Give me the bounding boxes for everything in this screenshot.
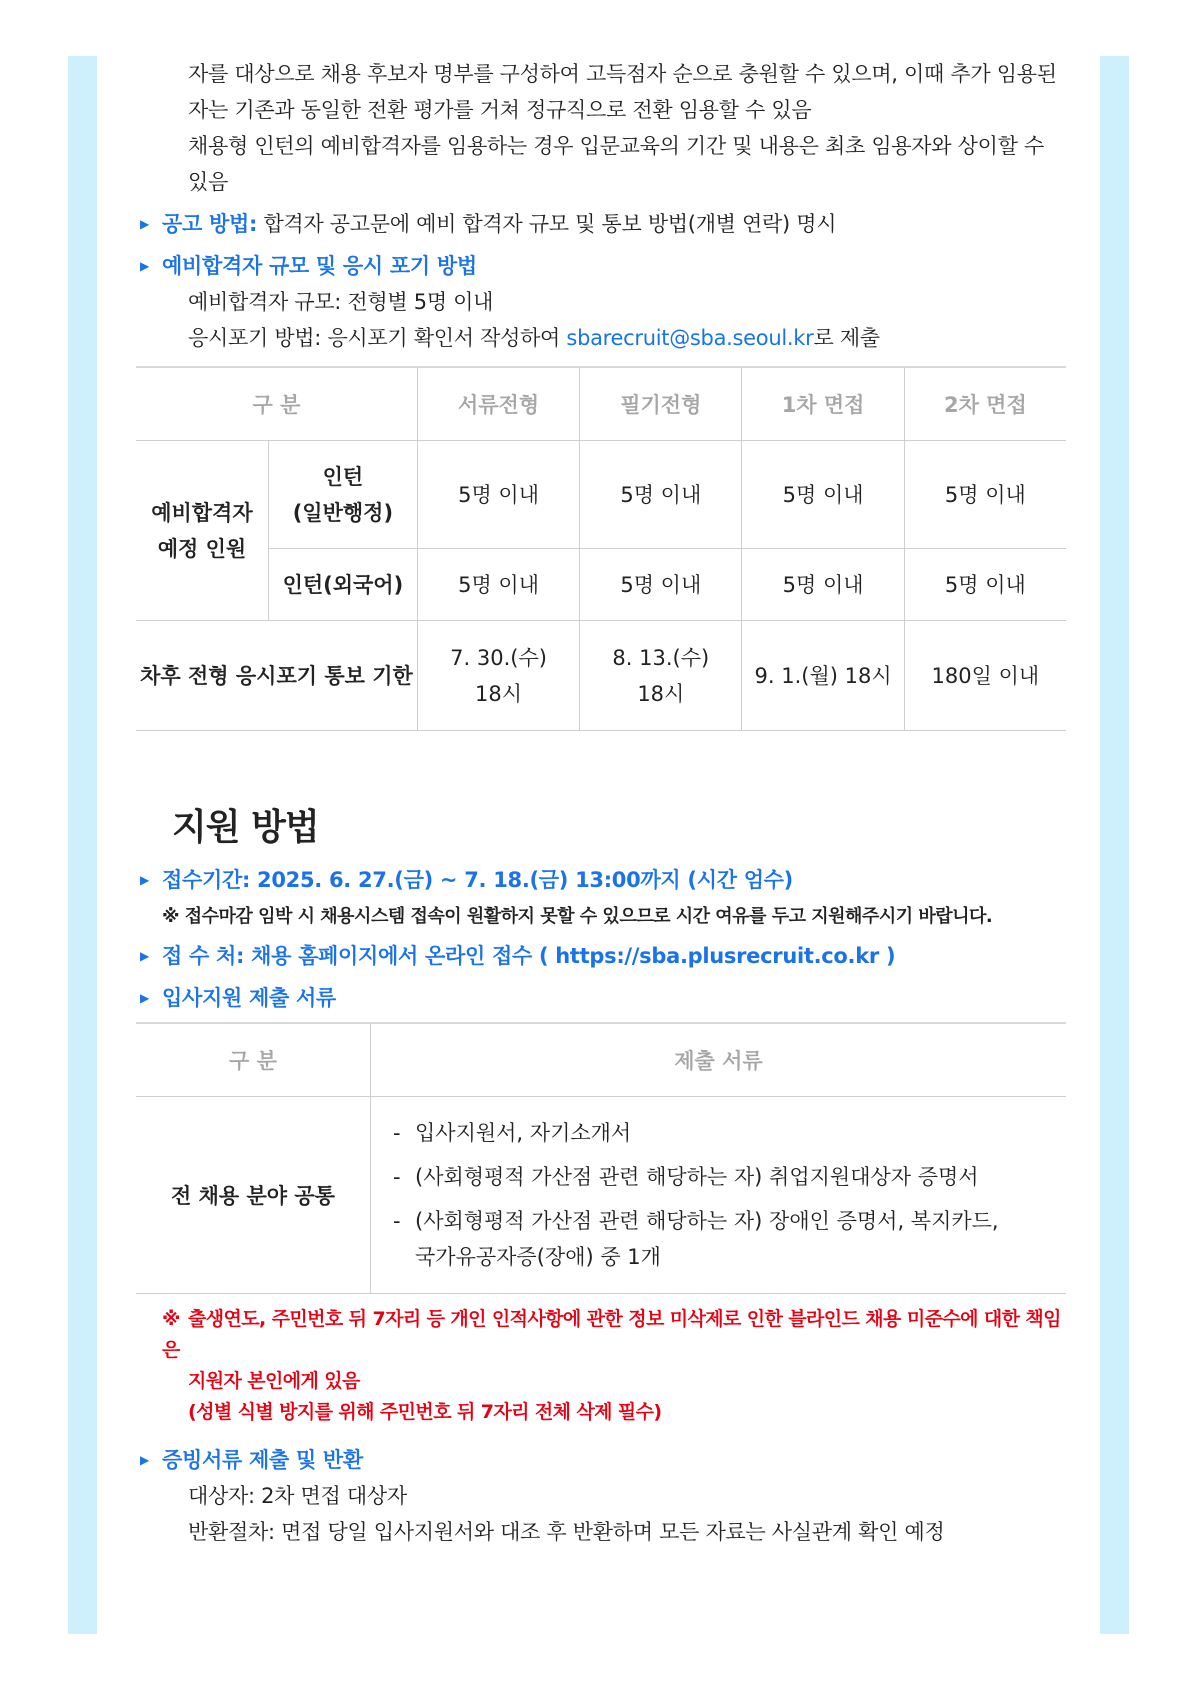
list-item-continuation: 국가유공자증(장애) 중 1개 bbox=[415, 1245, 661, 1269]
waiver-email-link[interactable]: sbarecruit@sba.seoul.kr bbox=[566, 326, 814, 350]
docs-heading bbox=[136, 980, 1066, 1016]
blind-hiring-warning bbox=[136, 1304, 1066, 1428]
documents-list bbox=[371, 1097, 1067, 1294]
header-category: 구 분 bbox=[136, 1023, 371, 1097]
group-label-line: 예정 인원 bbox=[157, 536, 247, 561]
list-item: - (사회형평적 가산점 관련 해당하는 자) 취업지원대상자 증명서 bbox=[393, 1155, 1066, 1199]
cell-line: 18시 bbox=[475, 681, 523, 706]
table-cell: 5명 이내 bbox=[580, 441, 742, 549]
bullet-triangle-icon bbox=[140, 938, 149, 974]
row-label-general bbox=[268, 441, 417, 549]
apply-period-text: 접수기간: 2025. 6. 27.(금) ~ 7. 18.(금) 13:00까지 (시간 엄수) bbox=[162, 868, 793, 892]
waiver-prefix: 응시포기 방법: 응시포기 확인서 작성하여 bbox=[188, 326, 567, 350]
intro-line: 있음 bbox=[188, 170, 228, 194]
evidence-heading bbox=[136, 1442, 1066, 1478]
bullet-triangle-icon bbox=[140, 980, 149, 1016]
section-title: 지원 방법 bbox=[172, 807, 319, 848]
table-cell: 5명 이내 bbox=[944, 482, 1026, 507]
table-header-row bbox=[136, 367, 1066, 441]
apply-period bbox=[136, 862, 1066, 898]
evidence-return-line: 반환절차: 면접 당일 입사지원서와 대조 후 반환하며 모든 자료는 사실관계 확인 예정 bbox=[188, 1520, 945, 1544]
announce-method bbox=[136, 206, 1066, 242]
warning-line bbox=[162, 1304, 1066, 1366]
row-label-line: (일반행정) bbox=[292, 500, 394, 525]
common-label: 전 채용 분야 공통 bbox=[136, 1097, 371, 1294]
reserve-size-line: 예비합격자 규모: 전형별 5명 이내 bbox=[188, 290, 494, 314]
bullet-triangle-icon bbox=[140, 206, 149, 242]
row-label-foreign: 인턴(외국어) bbox=[268, 549, 417, 621]
group-label-line: 예비합격자 bbox=[151, 500, 253, 525]
cell-line: 8. 13.(수) bbox=[612, 645, 710, 670]
table-row bbox=[136, 549, 1066, 621]
document-content bbox=[136, 56, 1066, 1550]
table-header-row bbox=[136, 1023, 1066, 1097]
intro-paragraph bbox=[136, 56, 1066, 200]
header-category: 구 분 bbox=[136, 367, 417, 441]
left-side-bar bbox=[68, 56, 97, 1634]
intro-line: 채용형 인턴의 예비합격자를 임용하는 경우 입문교육의 기간 및 내용은 최초 임용자와 상이할 수 bbox=[188, 134, 1044, 158]
evidence-heading-text: 증빙서류 제출 및 반환 bbox=[162, 1448, 363, 1472]
intro-line: 자는 기존과 동일한 전환 평가를 거쳐 정규직으로 전환 임용할 수 있음 bbox=[188, 98, 812, 122]
table-cell: 5명 이내 bbox=[742, 441, 904, 549]
group-label bbox=[136, 441, 268, 621]
docs-heading-text: 입사지원 제출 서류 bbox=[162, 986, 336, 1010]
announce-text: 합격자 공고문에 예비 합격자 규모 및 통보 방법(개별 연락) 명시 bbox=[257, 212, 837, 236]
header-interview2: 2차 면접 bbox=[943, 393, 1027, 417]
announce-label: 공고 방법: bbox=[162, 212, 258, 236]
list-item: - 입사지원서, 자기소개서 bbox=[393, 1111, 1066, 1155]
header-interview1: 1차 면접 bbox=[742, 367, 904, 441]
table-cell: 5명 이내 bbox=[742, 549, 904, 621]
warning-text: 출생연도, 주민번호 뒤 7자리 등 개인 인적사항에 관한 정보 미삭제로 인한 블라인드 채용 미준수에 대한 책임은 bbox=[162, 1308, 1061, 1361]
cell-line: 7. 30.(수) bbox=[450, 645, 547, 670]
evidence-target-line: 대상자: 2차 면접 대상자 bbox=[188, 1484, 407, 1508]
bullet-triangle-icon bbox=[140, 862, 149, 898]
reserve-table bbox=[136, 366, 1066, 731]
period-note: ※ 접수마감 임박 시 채용시스템 접속이 원활하지 못할 수 있으므로 시간 여유를 두고 지원해주시기 바랍니다. bbox=[162, 906, 993, 927]
reserve-heading bbox=[136, 248, 1066, 284]
table-cell: 180일 이내 bbox=[931, 663, 1040, 688]
list-item: - (사회형평적 가산점 관련 해당하는 자) 장애인 증명서, 복지카드, bbox=[393, 1199, 1066, 1243]
table-cell: 5명 이내 bbox=[580, 549, 742, 621]
table-cell: 5명 이내 bbox=[417, 441, 579, 549]
apply-place-text[interactable]: 접 수 처: 채용 홈페이지에서 온라인 접수 ( https://sba.plusrecruit.co.kr ) bbox=[162, 944, 896, 968]
table-cell: 9. 1.(월) 18시 bbox=[742, 621, 904, 731]
header-document: 서류전형 bbox=[417, 367, 579, 441]
table-cell: 5명 이내 bbox=[417, 549, 579, 621]
documents-table bbox=[136, 1022, 1066, 1294]
apply-place bbox=[136, 938, 1066, 974]
header-documents: 제출 서류 bbox=[674, 1049, 763, 1073]
reserve-waiver-line bbox=[136, 320, 1066, 356]
waiver-suffix: 로 제출 bbox=[813, 326, 880, 350]
table-cell bbox=[417, 621, 579, 731]
header-written: 필기전형 bbox=[580, 367, 742, 441]
reserve-heading-text: 예비합격자 규모 및 응시 포기 방법 bbox=[162, 254, 477, 278]
row-label-line: 인턴 bbox=[322, 464, 364, 489]
table-row bbox=[136, 441, 1066, 549]
table-row bbox=[136, 1097, 1066, 1294]
table-cell: 5명 이내 bbox=[944, 572, 1026, 597]
warning-mark: ※ bbox=[162, 1308, 180, 1330]
cell-line: 18시 bbox=[637, 681, 685, 706]
intro-line: 자를 대상으로 채용 후보자 명부를 구성하여 고득점자 순으로 충원할 수 있으며, 이때 추가 임용된 bbox=[188, 62, 1057, 86]
bullet-triangle-icon bbox=[140, 248, 149, 284]
warning-line: 지원자 본인에게 있음 bbox=[188, 1370, 360, 1392]
row-label-deadline: 차후 전형 응시포기 통보 기한 bbox=[136, 621, 417, 731]
table-row bbox=[136, 621, 1066, 731]
bullet-triangle-icon bbox=[140, 1442, 149, 1478]
warning-line: (성별 식별 방지를 위해 주민번호 뒤 7자리 전체 삭제 필수) bbox=[188, 1401, 662, 1423]
right-side-bar bbox=[1100, 56, 1129, 1634]
table-cell bbox=[580, 621, 742, 731]
